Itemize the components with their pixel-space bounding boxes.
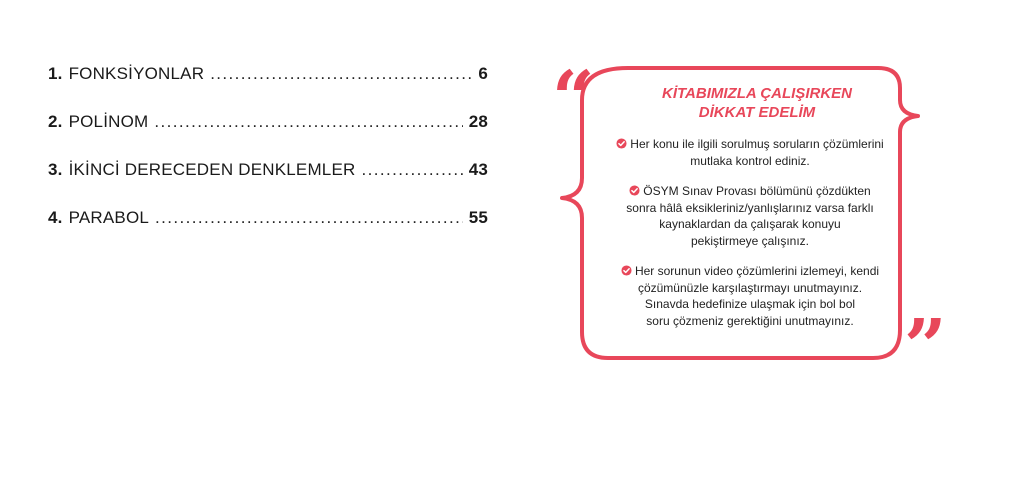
toc-page-number: 6 <box>478 64 488 83</box>
tip-text-line: çözümünüzle karşılaştırmayı unutmayınız. <box>637 280 863 295</box>
tip-text-line: kaynaklardan da çalışarak konuyu <box>659 217 841 231</box>
check-circle-icon <box>616 138 627 149</box>
toc-title: İKİNCİ DERECEDEN DENKLEMLER <box>68 160 356 179</box>
tip-text-line: ÖSYM Sınav Provası bölümünü çözdükten <box>643 184 871 198</box>
toc-number: 1. <box>48 64 63 83</box>
tip-item <box>580 263 920 329</box>
toc-title: FONKSİYONLAR <box>68 64 205 83</box>
close-quote-mark: ” <box>904 304 947 390</box>
check-circle-icon <box>629 185 640 196</box>
tip-text-line: mutlaka kontrol ediniz. <box>690 153 810 168</box>
notes-title-line: KİTABIMIZLA ÇALIŞIRKEN <box>662 85 852 102</box>
table-of-contents <box>48 64 488 256</box>
toc-page-number: 43 <box>468 160 488 179</box>
open-quote-mark: “ <box>552 56 595 142</box>
tip-text-line: pekiştirmeye çalışınız. <box>690 233 810 248</box>
toc-entry-polynomial[interactable] <box>48 112 488 134</box>
toc-number: 2. <box>48 112 63 131</box>
tip-text-line: Sınavda hedefinize ulaşmak için bol bol <box>644 297 856 311</box>
toc-title: PARABOL <box>68 208 150 227</box>
toc-title: POLİNOM <box>68 112 149 131</box>
toc-dot-leader <box>154 112 462 132</box>
tip-text-line: Her konu ile ilgili sorulmuş soruların çözümlerini <box>630 137 884 151</box>
check-circle-icon <box>621 265 632 276</box>
toc-page-number: 55 <box>468 208 488 227</box>
toc-entry-quadratic-equations[interactable] <box>48 160 488 182</box>
tip-item <box>580 183 920 249</box>
toc-page-number: 28 <box>468 112 488 131</box>
notes-title-line: DİKKAT EDELİM <box>698 104 816 121</box>
toc-dot-leader <box>210 64 472 84</box>
tip-text-line: soru çözmeniz gerektiğini unutmayınız. <box>646 313 854 328</box>
tip-text-line: Her sorunun video çözümlerini izlemeyi, kendi <box>634 264 880 278</box>
toc-number: 4. <box>48 208 63 227</box>
toc-entry-functions[interactable] <box>48 64 488 86</box>
toc-entry-parabola[interactable] <box>48 208 488 230</box>
notes-title <box>600 84 914 122</box>
tip-item <box>580 136 920 169</box>
tips-list <box>580 136 920 343</box>
toc-number: 3. <box>48 160 63 179</box>
tip-text-line: sonra hâlâ eksikleriniz/yanlışlarınız varsa farklı <box>626 200 874 215</box>
toc-dot-leader <box>155 208 463 228</box>
toc-dot-leader <box>361 160 462 180</box>
